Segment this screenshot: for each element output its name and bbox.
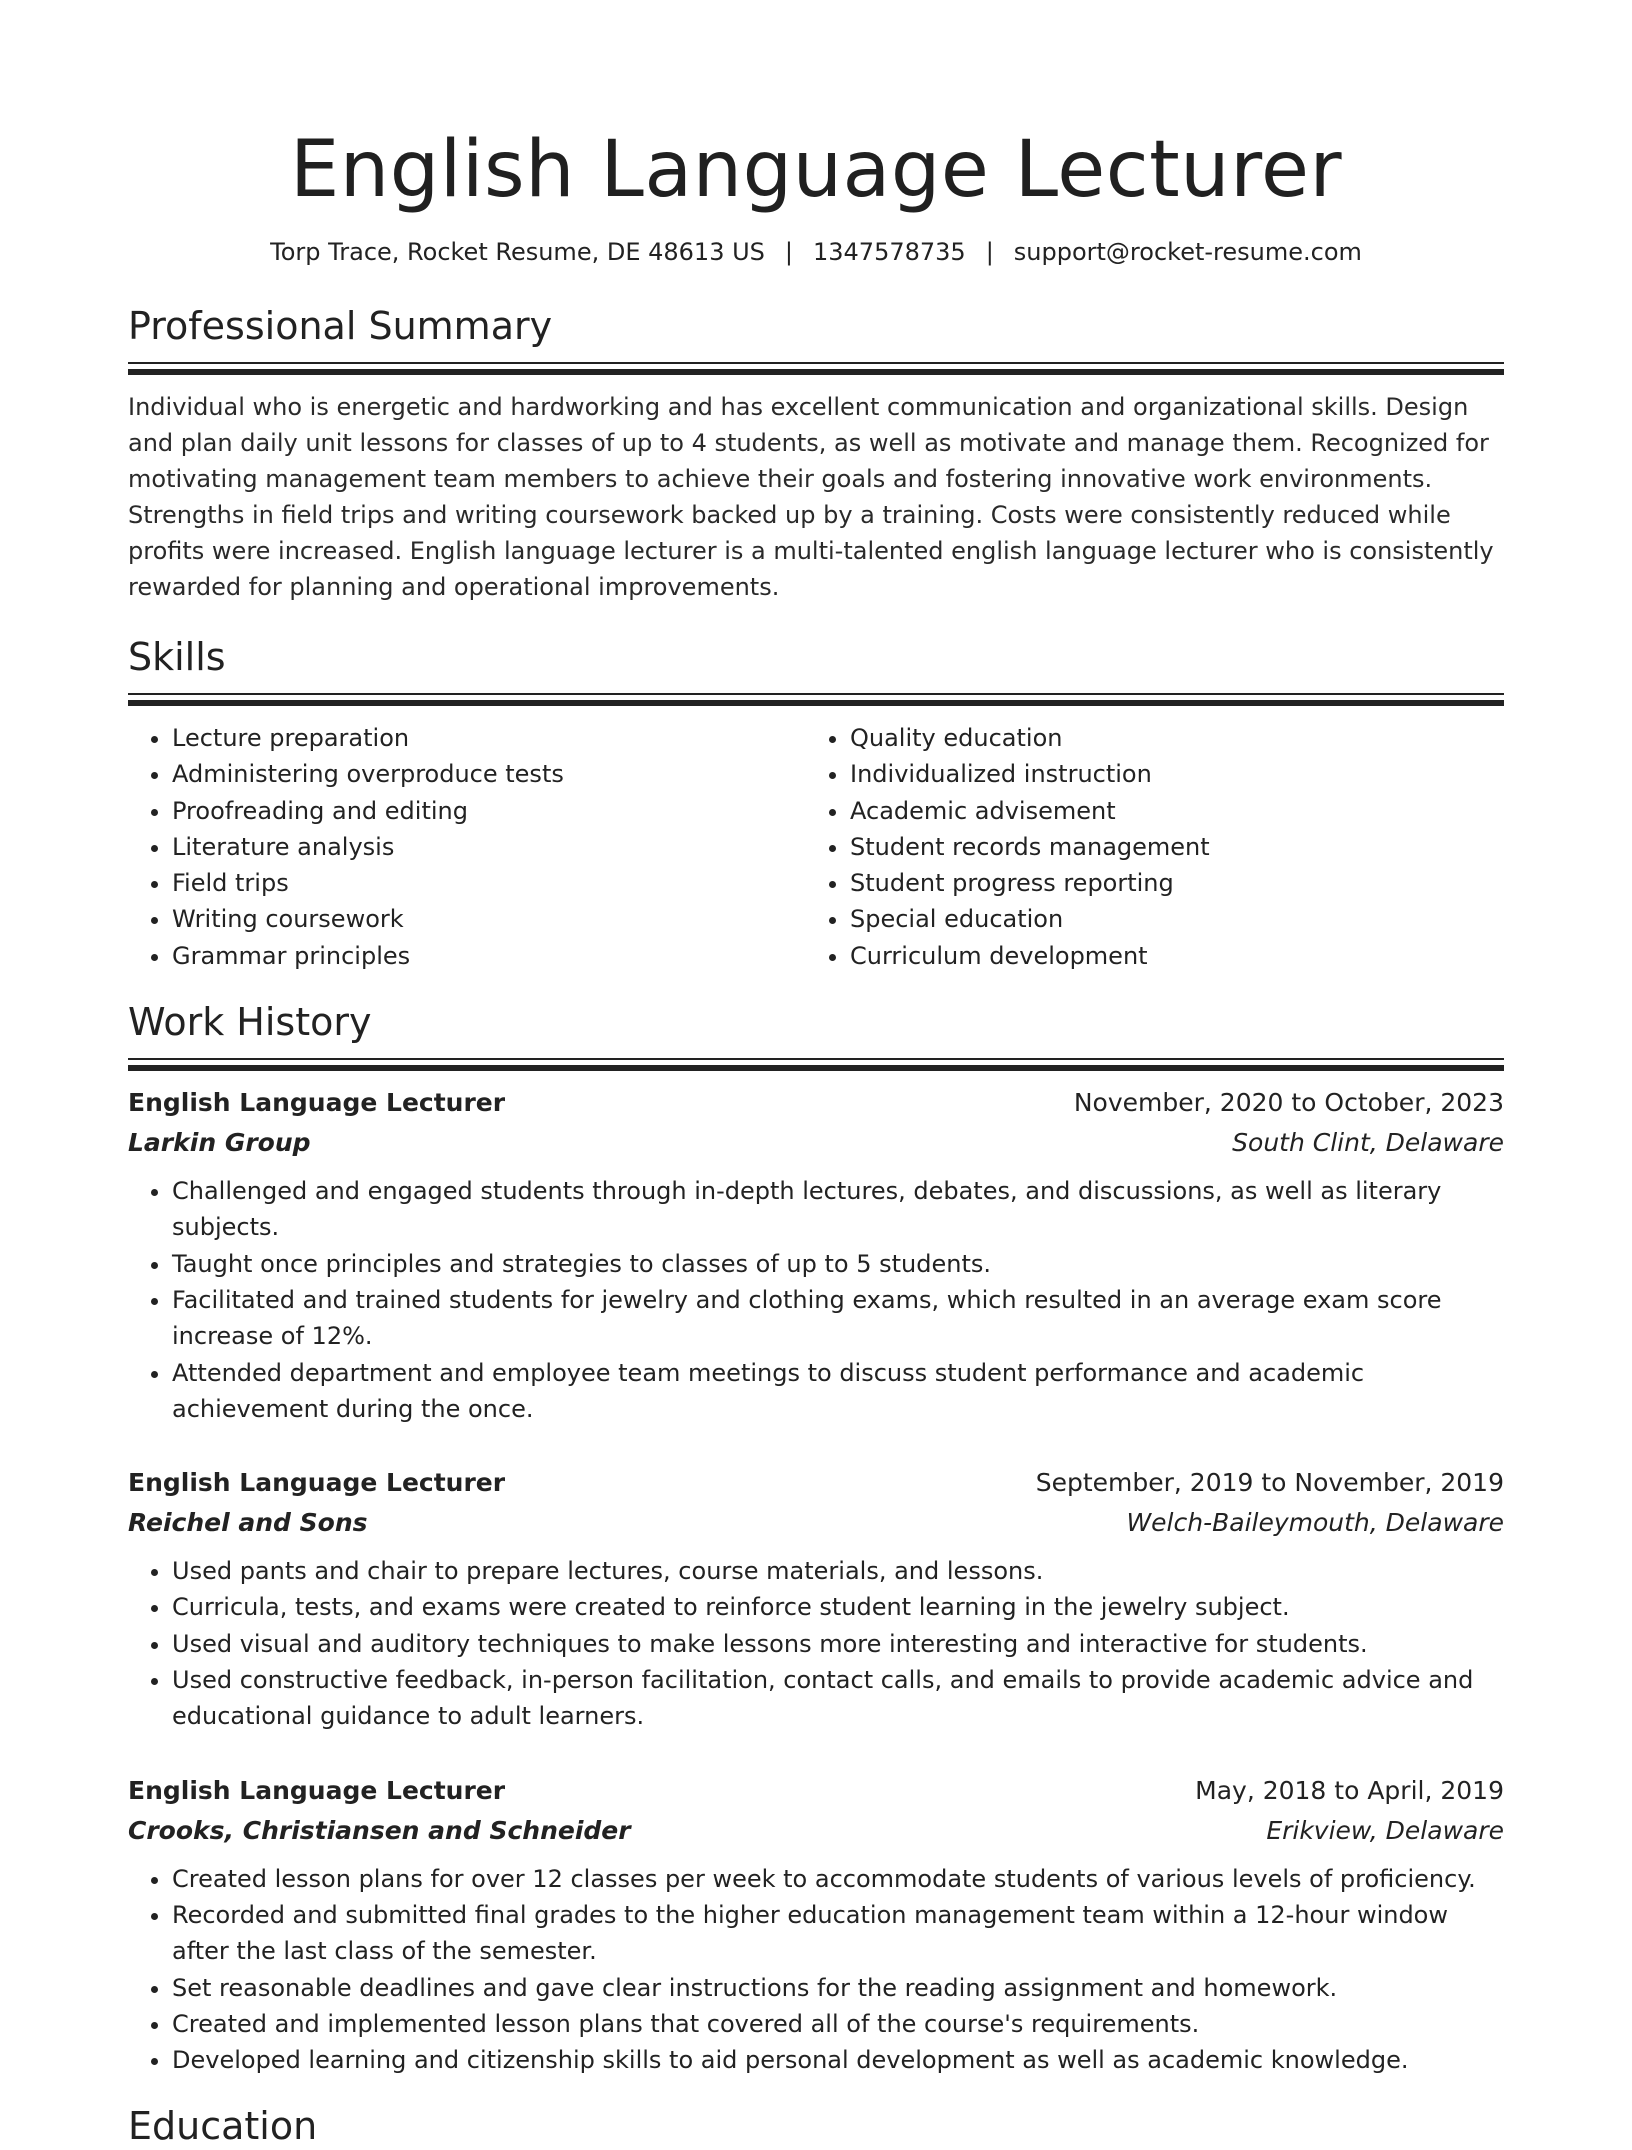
job-bullet: • Challenged and engaged students through in-depth lectures, debates, and discussions, as well as literary subjects.	[172, 1173, 1504, 1246]
job-bullet: • Facilitated and trained students for jewelry and clothing exams, which resulted in an average exam score increase of 12%.	[172, 1282, 1504, 1355]
summary-text: Individual who is energetic and hardworking and has excellent communication and organizational skills. Design and plan daily unit lessons for classes of up to 4 students, as well as motivate and manage them. Recognized for motivating management team members to achieve their goals and fostering innovative work environments. Strengths in field trips and writing coursework backed up by a training. Costs were consistently reduced while profits were increased. English language lecturer is a multi-talented english language lecturer who is consistently rewarded for planning and operational improvements.	[128, 393, 1494, 601]
skill-item: • Individualized instruction	[850, 756, 1484, 792]
job-entry	[128, 1771, 1504, 2079]
job-company: Larkin Group	[128, 1128, 311, 1158]
skill-item: • Writing coursework	[172, 901, 806, 937]
job-header-row	[128, 1083, 1504, 1123]
contact-phone: 1347578735	[812, 238, 966, 266]
contact-address: Torp Trace, Rocket Resume, DE 48613 US	[270, 238, 765, 266]
skill-item: • Student records management	[850, 829, 1484, 865]
job-entry	[128, 1083, 1504, 1427]
section-divider	[128, 362, 1504, 375]
job-company-row	[128, 1123, 1504, 1163]
contact-line	[128, 236, 1504, 268]
section-divider	[128, 693, 1504, 706]
skills-section	[128, 633, 1504, 974]
contact-email: support@rocket-resume.com	[1013, 238, 1362, 266]
skill-item: • Lecture preparation	[172, 720, 806, 756]
job-title: English Language Lecturer	[128, 1088, 506, 1118]
contact-separator: |	[985, 238, 994, 266]
section-title-summary: Professional Summary	[128, 304, 553, 348]
skill-item: • Grammar principles	[172, 938, 806, 974]
job-bullet-list	[128, 1173, 1504, 1427]
job-bullet: • Used pants and chair to prepare lectures, course materials, and lessons.	[172, 1553, 1504, 1589]
job-company: Reichel and Sons	[128, 1508, 368, 1538]
skill-item: • Special education	[850, 901, 1484, 937]
job-bullet: • Set reasonable deadlines and gave clear instructions for the reading assignment and homework.	[172, 1970, 1504, 2006]
job-dates: November, 2020 to October, 2023	[1073, 1088, 1504, 1118]
job-company-row	[128, 1503, 1504, 1543]
job-location: Erikview, Delaware	[1266, 1815, 1504, 1845]
resume-page	[128, 0, 1504, 2150]
job-bullet-list	[128, 1553, 1504, 1734]
section-divider	[128, 1058, 1504, 1071]
skill-item: • Literature analysis	[172, 829, 806, 865]
job-bullet: • Attended department and employee team meetings to discuss student performance and academic achievement during the once.	[172, 1355, 1504, 1428]
job-title: English Language Lecturer	[128, 1468, 506, 1498]
job-bullet: • Used constructive feedback, in-person facilitation, contact calls, and emails to provide academic advice and educational guidance to adult learners.	[172, 1662, 1504, 1735]
skill-item: • Curriculum development	[850, 938, 1484, 974]
skill-item: • Field trips	[172, 865, 806, 901]
job-bullet: • Taught once principles and strategies to classes of up to 5 students.	[172, 1246, 1504, 1282]
job-title: English Language Lecturer	[128, 1775, 506, 1805]
skills-grid	[128, 720, 1504, 974]
job-company-row	[128, 1811, 1504, 1851]
job-bullet: • Created lesson plans for over 12 classes per week to accommodate students of various levels of proficiency.	[172, 1861, 1504, 1897]
job-bullet-list	[128, 1861, 1504, 2079]
job-header-row	[128, 1463, 1504, 1503]
section-title-skills: Skills	[128, 635, 226, 679]
job-location: Welch-Baileymouth, Delaware	[1126, 1508, 1504, 1538]
skill-item: • Student progress reporting	[850, 865, 1484, 901]
contact-separator: |	[784, 238, 793, 266]
skill-item: • Academic advisement	[850, 793, 1484, 829]
job-entry	[128, 1463, 1504, 1734]
section-title-education: Education	[128, 2104, 318, 2149]
job-bullet: • Created and implemented lesson plans that covered all of the course's requirements.	[172, 2006, 1504, 2042]
skill-item: • Administering overproduce tests	[172, 756, 806, 792]
skill-item: • Proofreading and editing	[172, 793, 806, 829]
skills-list-right	[806, 720, 1484, 974]
skill-item: • Quality education	[850, 720, 1484, 756]
resume-name: English Language Lecturer	[289, 125, 1343, 215]
skills-list-left	[128, 720, 806, 974]
job-bullet: • Used visual and auditory techniques to make lessons more interesting and interactive for students.	[172, 1626, 1504, 1662]
work-history-section	[128, 998, 1504, 2078]
job-bullet: • Developed learning and citizenship skills to aid personal development as well as academic knowledge.	[172, 2042, 1504, 2078]
section-title-work: Work History	[128, 1000, 372, 1045]
job-bullet: • Recorded and submitted final grades to the higher education management team within a 12-hour window after the last class of the semester.	[172, 1897, 1504, 1970]
job-company: Crooks, Christiansen and Schneider	[128, 1815, 631, 1845]
job-location: South Clint, Delaware	[1232, 1128, 1504, 1158]
job-bullet: • Curricula, tests, and exams were created to reinforce student learning in the jewelry subject.	[172, 1589, 1504, 1625]
professional-summary-section	[128, 302, 1504, 605]
job-dates: September, 2019 to November, 2019	[1035, 1468, 1504, 1498]
job-dates: May, 2018 to April, 2019	[1195, 1775, 1504, 1805]
job-header-row	[128, 1771, 1504, 1811]
